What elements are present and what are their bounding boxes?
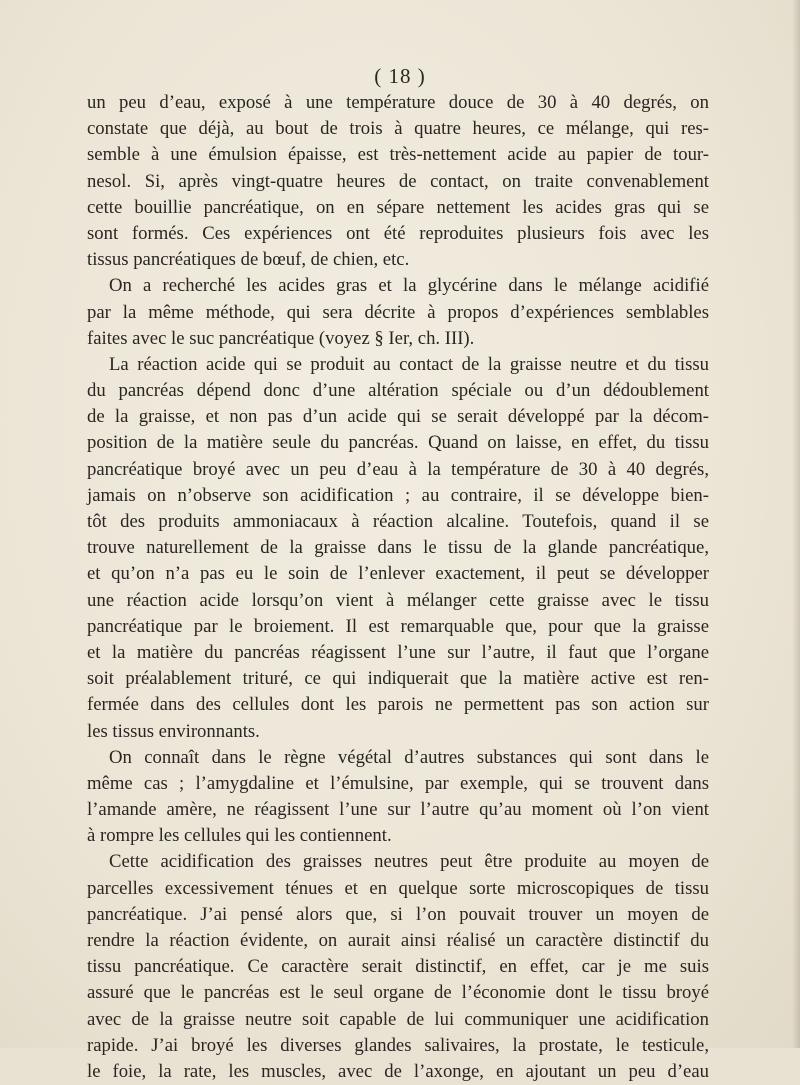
- text-line: de la graisse, et non pas d’un acide qui se serait développé par la décom-: [87, 406, 709, 428]
- text-line: rendre la réaction évidente, on aurait ainsi réalisé un caractère distinctif du: [87, 930, 709, 951]
- text-line: cette bouillie pancréatique, on en sépare nettement les acides gras qui se: [87, 196, 709, 218]
- text-line: et qu’on n’a pas eu le soin de l’enlever exactement, il peut se développer: [87, 563, 709, 585]
- body-text: [87, 90, 709, 1085]
- text-line: trouve naturellement de la graisse dans le tissu de la glande pancréatique,: [87, 537, 709, 559]
- text-line: du pancréas dépend donc d’une altération spéciale ou d’un dédoublement: [87, 380, 709, 402]
- text-line: pancréatique par le broiement. Il est remarquable que, pour que la graisse: [87, 615, 709, 637]
- text-line: même cas ; l’amygdaline et l’émulsine, par exemple, qui se trouvent dans: [87, 772, 709, 794]
- text-line: l’amande amère, ne réagissent l’une sur l’autre qu’au moment où l’on vient: [87, 799, 709, 821]
- page-number: ( 18 ): [374, 64, 426, 88]
- paragraph-start-line: Cette acidification des graisses neutres peut être produite au moyen de: [109, 851, 709, 873]
- text-line: fermée dans des cellules dont les parois ne permettent pas son action sur: [87, 694, 709, 716]
- text-line: un peu d’eau, exposé à une température douce de 30 à 40 degrés, on: [87, 92, 709, 113]
- page-edge-shadow: [792, 0, 800, 1048]
- text-line: faites avec le suc pancréatique (voyez § Ier, ch. III).: [87, 327, 475, 349]
- text-line: assuré que le pancréas est le seul organe de l’économie dont le tissu broyé: [87, 982, 709, 1004]
- text-line: le foie, la rate, les muscles, avec de l’axonge, en ajoutant un peu d’eau: [87, 1060, 709, 1082]
- text-line: tissu pancréatique. Ce caractère serait distinctif, en effet, car je me suis: [87, 956, 709, 978]
- text-line: soit préalablement trituré, ce qui indiquerait que la matière active est ren-: [87, 668, 709, 690]
- text-line: par la même méthode, qui sera décrite à propos d’expériences semblables: [87, 301, 709, 323]
- text-line: tissus pancréatiques de bœuf, de chien, etc.: [87, 249, 410, 271]
- text-line: parcelles excessivement ténues et en quelque sorte microscopiques de tissu: [87, 877, 709, 899]
- text-line: une réaction acide lorsqu’on vient à mélanger cette graisse avec le tissu: [87, 589, 709, 611]
- paragraph-start-line: On a recherché les acides gras et la glycérine dans le mélange acidifié: [109, 275, 709, 297]
- text-line: les tissus environnants.: [87, 720, 260, 742]
- text-line: jamais on n’observe son acidification ; au contraire, il se développe bien-: [87, 484, 709, 506]
- paragraph-start-line: La réaction acide qui se produit au contact de la graisse neutre et du tissu: [109, 353, 709, 375]
- text-line: semble à une émulsion épaisse, est très-nettement acide au papier de tour-: [87, 144, 709, 166]
- text-line: nesol. Si, après vingt-quatre heures de contact, on traite convenablement: [87, 170, 709, 192]
- text-line: tôt des produits ammoniacaux à réaction alcaline. Toutefois, quand il se: [87, 511, 709, 532]
- paragraph-start-line: On connaît dans le règne végétal d’autres substances qui sont dans le: [109, 746, 709, 768]
- text-line: sont formés. Ces expériences ont été reproduites plusieurs fois avec les: [87, 222, 709, 244]
- text-line: et la matière du pancréas réagissent l’une sur l’autre, il faut que l’organe: [87, 641, 709, 663]
- text-line: à rompre les cellules qui les contiennent.: [87, 825, 392, 847]
- text-line: pancréatique broyé avec un peu d’eau à la température de 30 à 40 degrés,: [87, 458, 709, 480]
- text-line: constate que déjà, au bout de trois à quatre heures, ce mélange, qui res-: [87, 118, 709, 140]
- text-line: avec de la graisse neutre soit capable de lui communiquer une acidification: [87, 1008, 709, 1030]
- text-line: position de la matière seule du pancréas. Quand on laisse, en effet, du tissu: [87, 432, 709, 454]
- text-line: rapide. J’ai broyé les diverses glandes salivaires, la prostate, le testicule,: [87, 1034, 709, 1056]
- text-line: pancréatique. J’ai pensé alors que, si l’on pouvait trouver un moyen de: [87, 903, 709, 925]
